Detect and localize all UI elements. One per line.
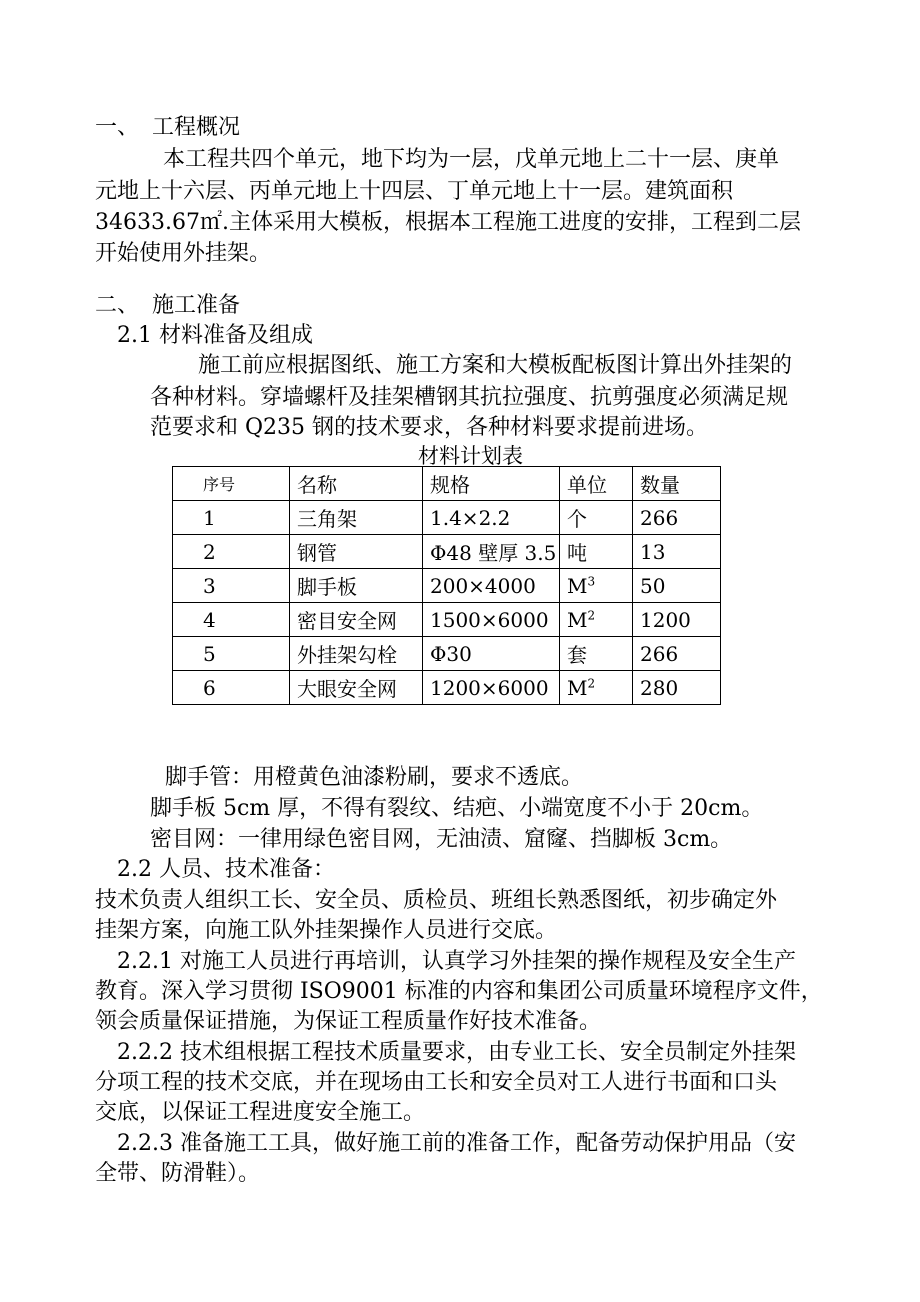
row-unit [560, 535, 633, 569]
section2-heading-title: 施工准备 [152, 293, 241, 318]
row-name: 密目安全网 [290, 603, 423, 637]
row-spec: 200×4000 [423, 569, 560, 603]
unit-text: M [567, 573, 588, 598]
unit-text: 吨 [567, 541, 587, 565]
row-no: 4 [173, 603, 290, 637]
row-name: 大眼安全网 [290, 671, 423, 705]
row-no: 6 [173, 671, 290, 705]
note-line: 密目网：一律用绿色密目网，无油渍、窟窿、挡脚板 3cm。 [150, 827, 733, 852]
subsection-2-1-line: 各种材料。穿墙螺杆及挂架槽钢其抗拉强度、抗剪强度必须满足规 [150, 385, 789, 410]
row-spec: Φ48 壁厚 3.5 [423, 535, 560, 569]
row-unit [560, 501, 633, 535]
unit-superscript: 2 [587, 607, 596, 622]
row-no: 2 [173, 535, 290, 569]
section1-heading-number: 一、 [95, 115, 140, 140]
subsection-2-2-intro-line: 挂架方案，向施工队外挂架操作人员进行交底。 [95, 918, 558, 943]
section1-para-line: 元地上十六层、丙单元地上十四层、丁单元地上十一层。建筑面积 [95, 179, 734, 204]
row-name: 脚手板 [290, 569, 423, 603]
paragraph-2-2-2-line: 2.2.2 技术组根据工程技术质量要求，由专业工长、安全员制定外挂架 [117, 1040, 796, 1065]
row-spec: 1200×6000 [423, 671, 560, 705]
row-qty: 50 [633, 569, 721, 603]
row-name: 三角架 [290, 501, 423, 535]
header-unit: 单位 [560, 467, 633, 501]
paragraph-2-2-1-line: 领会质量保证措施，为保证工程质量作好技术准备。 [95, 1009, 602, 1034]
paragraph-2-2-2-line: 分项工程的技术交底，并在现场由工长和安全员对工人进行书面和口头 [95, 1070, 778, 1095]
row-name: 钢管 [290, 535, 423, 569]
section1-para-line: 开始使用外挂架。 [95, 241, 272, 266]
subsection-2-1-line: 范要求和 Q235 钢的技术要求，各种材料要求提前进场。 [150, 415, 709, 440]
row-no: 5 [173, 637, 290, 671]
row-spec: 1500×6000 [423, 603, 560, 637]
row-unit [560, 603, 633, 637]
header-no: 序号 [173, 467, 290, 501]
table-row [173, 535, 721, 569]
table-row [173, 671, 721, 705]
paragraph-2-2-1-line: 2.2.1 对施工人员进行再培训，认真学习外挂架的操作规程及安全生产 [117, 949, 796, 974]
unit-text: 个 [567, 507, 587, 531]
header-spec: 规格 [423, 467, 560, 501]
note-line: 脚手管：用橙黄色油漆粉刷，要求不透底。 [165, 765, 584, 790]
row-unit [560, 569, 633, 603]
note-line: 脚手板 5cm 厚，不得有裂纹、结疤、小端宽度不小于 20cm。 [150, 796, 764, 821]
table-row [173, 501, 721, 535]
section1-heading-title: 工程概况 [152, 115, 241, 140]
row-unit [560, 671, 633, 705]
section1-para-line: 本工程共四个单元，地下均为一层，戊单元地上二十一层、庚单 [163, 147, 780, 172]
row-spec: Φ30 [423, 637, 560, 671]
unit-superscript: 2 [587, 675, 596, 690]
subsection-2-1-line: 施工前应根据图纸、施工方案和大模板配板图计算出外挂架的 [198, 353, 793, 378]
materials-table [172, 466, 721, 705]
section1-para-line: 34633.67㎡.主体采用大模板，根据本工程施工进度的安排，工程到二层 [95, 210, 801, 235]
row-no: 3 [173, 569, 290, 603]
table-header-row [173, 467, 721, 501]
header-name: 名称 [290, 467, 423, 501]
row-qty: 266 [633, 501, 721, 535]
paragraph-2-2-3-line: 2.2.3 准备施工工具，做好施工前的准备工作，配备劳动保护用品（安 [117, 1131, 796, 1156]
row-qty: 280 [633, 671, 721, 705]
subsection-2-2-title: 2.2 人员、技术准备： [117, 857, 335, 882]
paragraph-2-2-3-line: 全带、防滑鞋）。 [95, 1161, 261, 1186]
paragraph-2-2-1-line: 教育。深入学习贯彻 ISO9001 标准的内容和集团公司质量环境程序文件， [95, 979, 823, 1004]
unit-text: M [567, 675, 588, 700]
header-qty: 数量 [633, 467, 721, 501]
unit-text: 套 [567, 643, 587, 667]
row-qty: 266 [633, 637, 721, 671]
subsection-2-2-intro-line: 技术负责人组织工长、安全员、质检员、班组长熟悉图纸，初步确定外 [95, 888, 778, 913]
row-qty: 1200 [633, 603, 721, 637]
subsection-2-1-title: 2.1 材料准备及组成 [117, 323, 313, 348]
row-spec: 1.4×2.2 [423, 501, 560, 535]
row-name: 外挂架勾栓 [290, 637, 423, 671]
paragraph-2-2-2-line: 交底，以保证工程进度安全施工。 [95, 1100, 426, 1125]
section2-heading-number: 二、 [95, 293, 140, 318]
unit-text: M [567, 607, 588, 632]
table-row [173, 569, 721, 603]
row-qty: 13 [633, 535, 721, 569]
table-row [173, 637, 721, 671]
table-caption: 材料计划表 [418, 444, 523, 468]
row-no: 1 [173, 501, 290, 535]
unit-superscript: 3 [587, 573, 596, 588]
row-unit [560, 637, 633, 671]
table-row [173, 603, 721, 637]
